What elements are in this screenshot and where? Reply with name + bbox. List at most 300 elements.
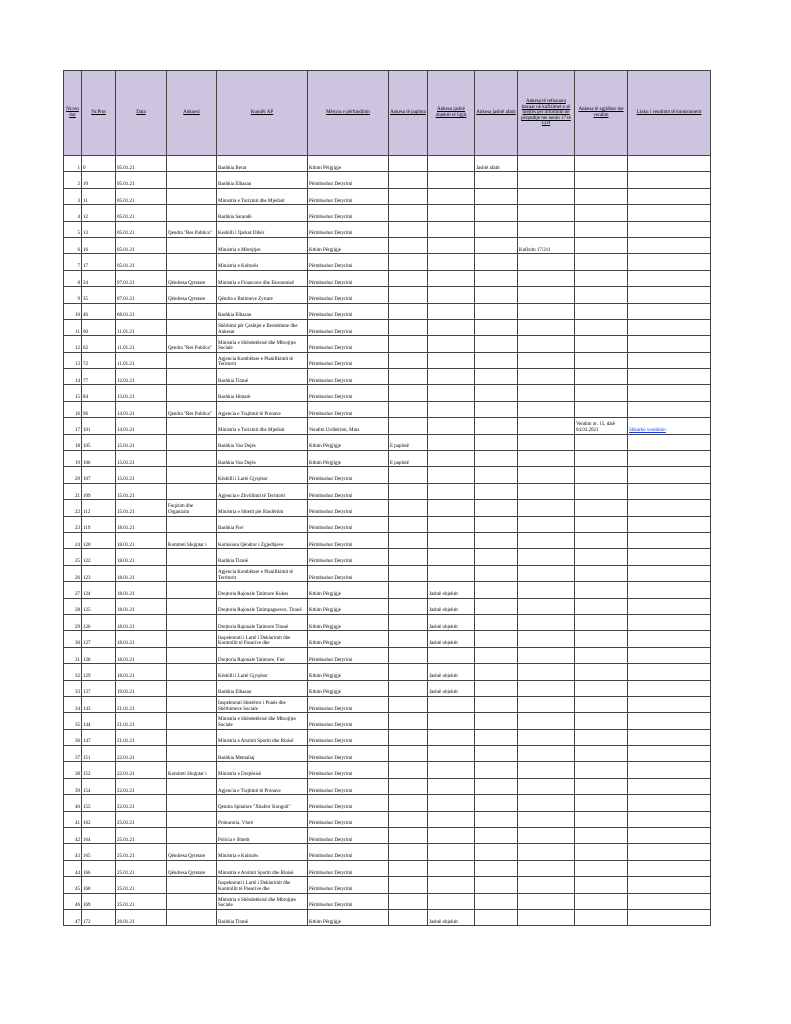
cell-kunder-ap: Bashkia Memaliaj — [217, 746, 308, 762]
cell-nr-rendor: 42 — [64, 828, 82, 844]
cell-kunder-ap: Drejtoria Rajonale Tatimpaguesve, Tiranë — [217, 598, 308, 614]
cell-zgjidhur — [575, 237, 628, 253]
cell-kunder-ap: Bashkia Elbasan — [217, 680, 308, 696]
cell-paplota — [389, 156, 428, 172]
cell-ankuesi: Qëndresa Qytetare — [167, 860, 217, 876]
cell-menyra: Përmbushur Detyrimi — [308, 270, 389, 286]
cell-kunder-ap: Agjencia Kombëtare e Planifikimit të Territorit — [217, 352, 308, 368]
cell-kunder-ap: Ministria e Shëndetësisë dhe Mbrojtjes Sociale — [217, 893, 308, 909]
cell-data: 21.01.21 — [116, 713, 167, 729]
cell-jashte-objektit — [428, 762, 475, 778]
cell-menyra: Përmbushur Detyrimi — [308, 188, 389, 204]
cell-data: 05.01.21 — [116, 172, 167, 188]
cell-linku — [628, 303, 711, 319]
cell-data: 07.01.21 — [116, 287, 167, 303]
cell-paplota — [389, 860, 428, 876]
cell-nr-rendor: 10 — [64, 303, 82, 319]
cell-nr-rendor: 46 — [64, 893, 82, 909]
cell-ankuesi — [167, 614, 217, 630]
cell-jashte-objektit — [428, 369, 475, 385]
cell-paplota — [389, 614, 428, 630]
cell-refuzuara — [518, 909, 575, 925]
cell-nr-rendor: 37 — [64, 746, 82, 762]
cell-zgjidhur — [575, 172, 628, 188]
cell-menyra: Përmbushur Detyrimi — [308, 877, 389, 893]
cell-ankuesi: Komiteti Shqiptar i — [167, 532, 217, 548]
cell-paplota — [389, 631, 428, 647]
cell-jashte-objektit — [428, 500, 475, 516]
cell-linku — [628, 565, 711, 581]
table-row — [64, 369, 711, 385]
cell-nr-rendor: 21 — [64, 483, 82, 499]
cell-data: 25.01.21 — [116, 811, 167, 827]
cell-refuzuara — [518, 565, 575, 581]
cell-jashte-objektit — [428, 516, 475, 532]
cell-ankuesi: Komiteti Shqiptar i — [167, 762, 217, 778]
cell-kunder-ap: Keshilli i Qarkut Dibër — [217, 221, 308, 237]
cell-nr-rendor: 17 — [64, 418, 82, 434]
table-row — [64, 696, 711, 712]
cell-ankuesi — [167, 385, 217, 401]
cell-ankuesi — [167, 664, 217, 680]
cell-ankuesi — [167, 451, 217, 467]
cell-jashte-afatit — [475, 287, 518, 303]
table-row — [64, 909, 711, 925]
cell-nr-prot: 107 — [82, 467, 116, 483]
cell-nr-rendor: 27 — [64, 582, 82, 598]
cell-jashte-objektit: Jashtë objektit — [428, 664, 475, 680]
cell-paplota — [389, 549, 428, 565]
cell-jashte-afatit — [475, 205, 518, 221]
cell-kunder-ap: Agjencia e Zhvillimit të Territorit — [217, 483, 308, 499]
table-row — [64, 713, 711, 729]
cell-zgjidhur — [575, 909, 628, 925]
cell-nr-prot: 155 — [82, 795, 116, 811]
cell-paplota — [389, 778, 428, 794]
cell-refuzuara — [518, 877, 575, 893]
cell-refuzuara — [518, 172, 575, 188]
cell-paplota — [389, 713, 428, 729]
cell-ankuesi — [167, 188, 217, 204]
cell-ankuesi — [167, 483, 217, 499]
cell-paplota — [389, 172, 428, 188]
cell-nr-prot: 0 — [82, 156, 116, 172]
cell-nr-prot: 101 — [82, 418, 116, 434]
cell-ankuesi — [167, 746, 217, 762]
cell-nr-prot: 119 — [82, 516, 116, 532]
cell-menyra: Përmbushur Detyrimi — [308, 467, 389, 483]
cell-zgjidhur — [575, 303, 628, 319]
cell-menyra: Përmbushur Detyrimi — [308, 319, 389, 335]
cell-jashte-afatit — [475, 762, 518, 778]
cell-menyra: Përmbushur Detyrimi — [308, 811, 389, 827]
cell-kunder-ap: Ministria e Shtetit për Rindërtim — [217, 500, 308, 516]
table-row — [64, 451, 711, 467]
cell-paplota — [389, 598, 428, 614]
table-row — [64, 877, 711, 893]
cell-paplota — [389, 237, 428, 253]
cell-data: 25.01.21 — [116, 844, 167, 860]
table-row — [64, 631, 711, 647]
cell-zgjidhur — [575, 828, 628, 844]
cell-nr-prot: 84 — [82, 385, 116, 401]
cell-linku — [628, 451, 711, 467]
complaints-table — [63, 70, 711, 926]
table-row — [64, 664, 711, 680]
cell-refuzuara — [518, 336, 575, 352]
cell-kunder-ap: Policia e Shtetit — [217, 828, 308, 844]
cell-nr-rendor: 20 — [64, 467, 82, 483]
cell-refuzuara — [518, 549, 575, 565]
cell-jashte-objektit — [428, 237, 475, 253]
cell-zgjidhur — [575, 877, 628, 893]
cell-zgjidhur — [575, 811, 628, 827]
cell-refuzuara — [518, 352, 575, 368]
cell-jashte-afatit — [475, 811, 518, 827]
cell-jashte-objektit — [428, 877, 475, 893]
cell-ankuesi — [167, 254, 217, 270]
cell-refuzuara — [518, 516, 575, 532]
cell-kunder-ap: Bashkia Tiranë — [217, 549, 308, 565]
cell-data: 15.01.21 — [116, 467, 167, 483]
cell-zgjidhur — [575, 401, 628, 417]
cell-zgjidhur — [575, 369, 628, 385]
cell-jashte-objektit: Jashtë objektit — [428, 631, 475, 647]
cell-ankuesi — [167, 303, 217, 319]
cell-nr-prot: 169 — [82, 893, 116, 909]
cell-jashte-afatit — [475, 828, 518, 844]
cell-nr-prot: 109 — [82, 483, 116, 499]
cell-kunder-ap: Bashkia Himarë — [217, 385, 308, 401]
cell-kunder-ap: Bashkia Tiranë — [217, 369, 308, 385]
cell-ankuesi — [167, 565, 217, 581]
cell-zgjidhur — [575, 434, 628, 450]
table-row — [64, 762, 711, 778]
cell-linku — [628, 287, 711, 303]
cell-nr-rendor: 36 — [64, 729, 82, 745]
cell-zgjidhur — [575, 319, 628, 335]
cell-nr-prot: 143 — [82, 696, 116, 712]
cell-linku — [628, 483, 711, 499]
cell-jashte-objektit — [428, 303, 475, 319]
cell-ankuesi: Qendra "Res Publica" — [167, 221, 217, 237]
cell-jashte-afatit — [475, 844, 518, 860]
table-row — [64, 647, 711, 663]
cell-linku — [628, 582, 711, 598]
cell-kunder-ap: Qendra Spitalore "Xhaferr Kongoli" — [217, 795, 308, 811]
cell-data: 18.01.21 — [116, 647, 167, 663]
cell-data: 22.01.21 — [116, 778, 167, 794]
cell-data: 25.01.21 — [116, 828, 167, 844]
table-row — [64, 172, 711, 188]
cell-jashte-afatit — [475, 254, 518, 270]
cell-jashte-afatit — [475, 369, 518, 385]
cell-zgjidhur — [575, 221, 628, 237]
cell-linku — [628, 336, 711, 352]
cell-refuzuara — [518, 828, 575, 844]
cell-data: 11.01.21 — [116, 319, 167, 335]
cell-menyra: Përmbushur Detyrimi — [308, 844, 389, 860]
cell-jashte-afatit — [475, 631, 518, 647]
table-row — [64, 221, 711, 237]
table-row — [64, 614, 711, 630]
cell-nr-prot: 122 — [82, 549, 116, 565]
cell-linku — [628, 369, 711, 385]
cell-data: 18.01.21 — [116, 549, 167, 565]
cell-linku — [628, 205, 711, 221]
cell-data: 07.01.21 — [116, 270, 167, 286]
cell-nr-prot: 124 — [82, 582, 116, 598]
cell-menyra: Përmbushur Detyrimi — [308, 254, 389, 270]
cell-refuzuara — [518, 696, 575, 712]
cell-nr-prot: 152 — [82, 762, 116, 778]
cell-paplota: E paplotë — [389, 434, 428, 450]
cell-nr-rendor: 23 — [64, 516, 82, 532]
cell-zgjidhur — [575, 713, 628, 729]
cell-nr-rendor: 7 — [64, 254, 82, 270]
cell-data: 14.01.21 — [116, 401, 167, 417]
cell-kunder-ap: Ministria e Kulturës — [217, 844, 308, 860]
table-row — [64, 270, 711, 286]
cell-jashte-objektit — [428, 205, 475, 221]
cell-kunder-ap: Ministria e Financave dhe Ekonomisë — [217, 270, 308, 286]
cell-nr-prot: 128 — [82, 647, 116, 663]
cell-jashte-afatit — [475, 336, 518, 352]
cell-kunder-ap: Inspektorati Shtetëror i Punës dhe Shërbimeve Sociale — [217, 696, 308, 712]
table-header — [64, 71, 711, 156]
cell-nr-rendor: 40 — [64, 795, 82, 811]
cell-zgjidhur: Vendim nr. 15, datë 04.03.2021 — [575, 418, 628, 434]
cell-jashte-afatit — [475, 582, 518, 598]
cell-paplota: E paplotë — [389, 451, 428, 467]
cell-zgjidhur — [575, 270, 628, 286]
cell-nr-rendor: 31 — [64, 647, 82, 663]
cell-menyra: Kthim Përgjigje — [308, 909, 389, 925]
cell-paplota — [389, 270, 428, 286]
table-row — [64, 336, 711, 352]
cell-jashte-afatit — [475, 614, 518, 630]
cell-ankuesi — [167, 418, 217, 434]
cell-paplota — [389, 532, 428, 548]
cell-zgjidhur — [575, 860, 628, 876]
cell-nr-prot: 60 — [82, 319, 116, 335]
cell-menyra: Kthim Përgjigje — [308, 598, 389, 614]
cell-jashte-afatit — [475, 598, 518, 614]
table-row — [64, 205, 711, 221]
cell-nr-prot: 12 — [82, 205, 116, 221]
cell-refuzuara — [518, 614, 575, 630]
cell-paplota — [389, 369, 428, 385]
column-header-refuzuara: Ankesa të refuzuara bazuar në kufizimet e së drejtës për informim në përputhje me nenin 17 të LDI — [518, 71, 575, 156]
table-row — [64, 582, 711, 598]
cell-jashte-afatit — [475, 172, 518, 188]
cell-linku — [628, 598, 711, 614]
cell-kunder-ap: Ministria e Kulturës — [217, 254, 308, 270]
cell-paplota — [389, 205, 428, 221]
cell-paplota — [389, 188, 428, 204]
cell-refuzuara — [518, 713, 575, 729]
cell-nr-rendor: 47 — [64, 909, 82, 925]
cell-menyra: Vendim Urdhërimi, Mars — [308, 418, 389, 434]
cell-linku — [628, 500, 711, 516]
table-row — [64, 401, 711, 417]
cell-jashte-objektit — [428, 221, 475, 237]
cell-menyra: Përmbushur Detyrimi — [308, 746, 389, 762]
cell-kunder-ap: Shërbimi për Çeshtjet e Brendshme dhe Ankesat — [217, 319, 308, 335]
cell-nr-rendor: 16 — [64, 401, 82, 417]
cell-jashte-objektit — [428, 893, 475, 909]
cell-ankuesi: Qendra "Res Publica" — [167, 401, 217, 417]
cell-linku — [628, 762, 711, 778]
cell-menyra: Përmbushur Detyrimi — [308, 893, 389, 909]
cell-linku — [628, 631, 711, 647]
table-row — [64, 565, 711, 581]
cell-paplota — [389, 516, 428, 532]
cell-nr-prot: 164 — [82, 828, 116, 844]
cell-refuzuara — [518, 762, 575, 778]
cell-nr-rendor: 44 — [64, 860, 82, 876]
column-header-paplota: Ankesa të paplota — [389, 71, 428, 156]
cell-nr-prot: 96 — [82, 401, 116, 417]
cell-refuzuara — [518, 483, 575, 499]
cell-zgjidhur — [575, 336, 628, 352]
cell-linku — [628, 467, 711, 483]
table-row — [64, 598, 711, 614]
cell-zgjidhur — [575, 565, 628, 581]
cell-jashte-afatit — [475, 893, 518, 909]
cell-linku — [628, 877, 711, 893]
cell-nr-prot: 34 — [82, 270, 116, 286]
cell-nr-rendor: 38 — [64, 762, 82, 778]
cell-linku — [628, 237, 711, 253]
cell-refuzuara — [518, 434, 575, 450]
cell-paplota — [389, 877, 428, 893]
table-row — [64, 352, 711, 368]
cell-nr-rendor: 22 — [64, 500, 82, 516]
cell-menyra: Përmbushur Detyrimi — [308, 713, 389, 729]
cell-jashte-afatit — [475, 549, 518, 565]
cell-linku — [628, 270, 711, 286]
cell-nr-rendor: 12 — [64, 336, 82, 352]
column-header-menyra: Mënyra e përfundimit — [308, 71, 389, 156]
cell-ankuesi: Qendra "Res Publica" — [167, 336, 217, 352]
cell-paplota — [389, 746, 428, 762]
table-row — [64, 860, 711, 876]
column-header-kunder-ap: Kundër AP — [217, 71, 308, 156]
cell-data: 15.01.21 — [116, 483, 167, 499]
table-row — [64, 532, 711, 548]
cell-ankuesi — [167, 598, 217, 614]
cell-ankuesi — [167, 237, 217, 253]
cell-nr-rendor: 2 — [64, 172, 82, 188]
cell-nr-rendor: 3 — [64, 188, 82, 204]
cell-data: 18.01.21 — [116, 532, 167, 548]
cell-nr-prot: 129 — [82, 664, 116, 680]
cell-linku — [628, 516, 711, 532]
cell-refuzuara: Kufizim 17/2/d — [518, 237, 575, 253]
table-row — [64, 729, 711, 745]
cell-ankuesi — [167, 631, 217, 647]
cell-zgjidhur — [575, 451, 628, 467]
cell-data: 18.01.21 — [116, 565, 167, 581]
cell-jashte-afatit — [475, 696, 518, 712]
cell-data: 21.01.21 — [116, 696, 167, 712]
cell-nr-prot: 165 — [82, 844, 116, 860]
cell-paplota — [389, 287, 428, 303]
cell-nr-prot: 35 — [82, 287, 116, 303]
cell-kunder-ap: Drejtoria Rajonale Tatimore Kukes — [217, 582, 308, 598]
cell-zgjidhur — [575, 778, 628, 794]
cell-refuzuara — [518, 270, 575, 286]
table-row — [64, 188, 711, 204]
cell-refuzuara — [518, 156, 575, 172]
cell-refuzuara — [518, 205, 575, 221]
cell-jashte-objektit — [428, 778, 475, 794]
cell-jashte-afatit — [475, 319, 518, 335]
cell-data: 05.01.21 — [116, 156, 167, 172]
cell-jashte-afatit — [475, 877, 518, 893]
cell-kunder-ap: Këshilli i Lartë Gjyqësor — [217, 664, 308, 680]
cell-nr-rendor: 34 — [64, 696, 82, 712]
cell-jashte-afatit — [475, 467, 518, 483]
cell-kunder-ap: Ministria e Shëndetësisë dhe Mbrojtjes Sociale — [217, 713, 308, 729]
cell-paplota — [389, 893, 428, 909]
cell-nr-rendor: 24 — [64, 532, 82, 548]
cell-nr-prot: 112 — [82, 500, 116, 516]
cell-jashte-objektit: Jashtë objektit — [428, 909, 475, 925]
cell-menyra: Përmbushur Detyrimi — [308, 860, 389, 876]
cell-nr-rendor: 35 — [64, 713, 82, 729]
cell-paplota — [389, 696, 428, 712]
cell-refuzuara — [518, 680, 575, 696]
cell-menyra: Përmbushur Detyrimi — [308, 483, 389, 499]
cell-paplota — [389, 483, 428, 499]
cell-menyra: Përmbushur Detyrimi — [308, 828, 389, 844]
cell-jashte-objektit — [428, 156, 475, 172]
cell-jashte-objektit — [428, 483, 475, 499]
table-row — [64, 516, 711, 532]
cell-paplota — [389, 254, 428, 270]
cell-kunder-ap: Agjencia Kombëtare e Planifikimit të Territorit — [217, 565, 308, 581]
cell-ankuesi — [167, 549, 217, 565]
table-row — [64, 811, 711, 827]
cell-data: 05.01.21 — [116, 254, 167, 270]
table-row — [64, 844, 711, 860]
cell-kunder-ap: Ministria e Arsimit Sportit dhe Rinisë — [217, 729, 308, 745]
cell-zgjidhur — [575, 893, 628, 909]
cell-ankuesi — [167, 467, 217, 483]
cell-kunder-ap: Bashkia Berat — [217, 156, 308, 172]
cell-menyra: Përmbushur Detyrimi — [308, 532, 389, 548]
cell-linku[interactable]: Shkarko vendimin — [628, 418, 711, 434]
cell-ankuesi — [167, 828, 217, 844]
cell-jashte-afatit — [475, 221, 518, 237]
cell-refuzuara — [518, 664, 575, 680]
cell-kunder-ap: Bashkia Vau Dejës — [217, 434, 308, 450]
cell-kunder-ap: Ministria e Turizmit dhe Mjedisit — [217, 418, 308, 434]
cell-nr-rendor: 5 — [64, 221, 82, 237]
cell-refuzuara — [518, 647, 575, 663]
cell-jashte-afatit — [475, 270, 518, 286]
cell-refuzuara — [518, 319, 575, 335]
cell-jashte-objektit — [428, 254, 475, 270]
cell-zgjidhur — [575, 188, 628, 204]
table-row — [64, 156, 711, 172]
cell-nr-prot: 46 — [82, 303, 116, 319]
cell-ankuesi — [167, 778, 217, 794]
cell-zgjidhur — [575, 254, 628, 270]
cell-ankuesi — [167, 893, 217, 909]
